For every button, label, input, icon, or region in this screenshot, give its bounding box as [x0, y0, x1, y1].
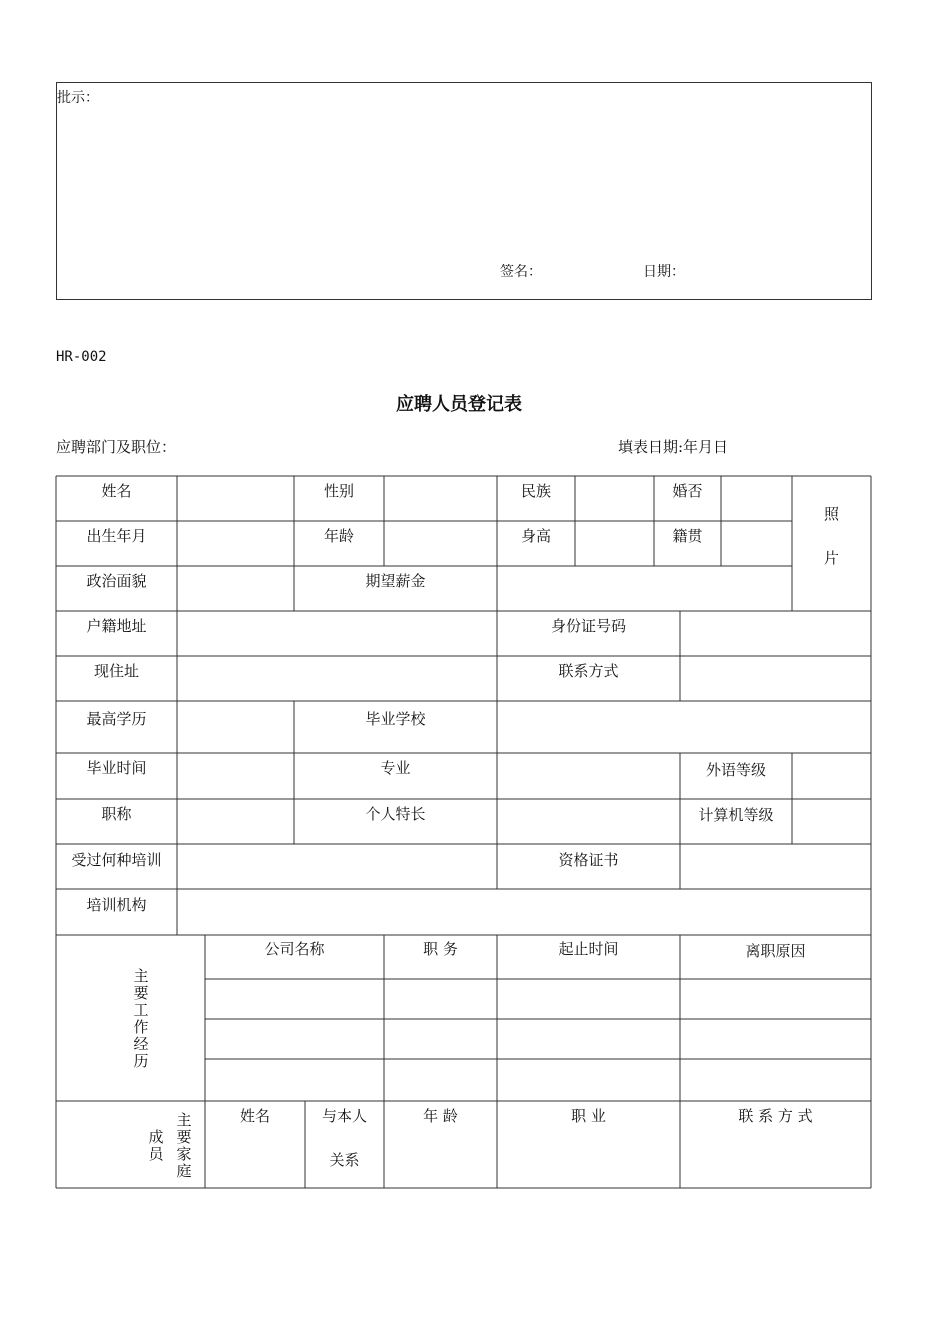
approval-box: [56, 82, 872, 300]
specialty-field[interactable]: [498, 800, 679, 843]
label-grad-time: 毕业时间: [86, 759, 147, 777]
salary-field[interactable]: [498, 567, 791, 610]
label-current-address: 现住址: [93, 662, 139, 680]
label-id-number: 身份证号码: [550, 617, 626, 635]
name-field[interactable]: [178, 477, 293, 520]
family-col-name: 姓名: [239, 1107, 270, 1125]
label-height: 身高: [520, 527, 551, 545]
family-col-contact: 联 系 方 式: [738, 1107, 813, 1125]
photo-label-1: 照: [823, 505, 839, 523]
label-specialty: 个人特长: [365, 805, 426, 823]
label-political: 政治面貌: [86, 572, 147, 590]
age-field[interactable]: [385, 522, 496, 565]
work-col-period: 起止时间: [558, 940, 619, 958]
computer-level-field[interactable]: [793, 800, 870, 843]
approval-label: 批示：: [57, 90, 99, 106]
training-org-field[interactable]: [178, 890, 870, 934]
title-rank-field[interactable]: [178, 800, 293, 843]
major-field[interactable]: [498, 754, 679, 798]
work-history-row-2[interactable]: [206, 1020, 870, 1058]
label-language-level: 外语等级: [705, 761, 766, 779]
family-col-age: 年 龄: [423, 1107, 458, 1125]
label-certificate: 资格证书: [558, 851, 619, 869]
signature-label: 签名：: [500, 264, 542, 280]
label-contact: 联系方式: [558, 662, 619, 680]
label-computer-level: 计算机等级: [698, 806, 774, 824]
family-col-occupation: 职 业: [571, 1107, 606, 1125]
label-major: 专业: [380, 759, 411, 777]
label-training: 受过何种培训: [71, 851, 162, 869]
native-place-field[interactable]: [722, 522, 791, 565]
label-marital: 婚否: [672, 482, 703, 500]
work-col-leave-reason: 离职原因: [745, 942, 806, 960]
certificate-field[interactable]: [681, 845, 870, 888]
family-section-label-1: 主要家庭: [176, 1111, 192, 1180]
household-address-field[interactable]: [178, 612, 496, 655]
label-education: 最高学历: [86, 710, 147, 728]
work-history-section-label: 主要工作经历: [133, 967, 149, 1070]
label-name: 姓名: [101, 482, 132, 500]
label-training-org: 培训机构: [86, 896, 147, 914]
form-code: HR-002: [56, 349, 107, 365]
label-school: 毕业学校: [365, 710, 426, 728]
work-history-row-3[interactable]: [206, 1060, 870, 1100]
ethnicity-field[interactable]: [576, 477, 653, 520]
training-field[interactable]: [178, 845, 496, 888]
label-age: 年龄: [323, 527, 354, 545]
family-col-relation-line2: 关系: [329, 1151, 360, 1169]
work-history-row-1[interactable]: [206, 980, 870, 1018]
label-ethnicity: 民族: [520, 482, 551, 500]
contact-field[interactable]: [681, 657, 870, 700]
fill-date-label: 填表日期:年月日: [618, 438, 729, 456]
label-title-rank: 职称: [101, 805, 132, 823]
page-title: 应聘人员登记表: [396, 394, 522, 415]
school-field[interactable]: [498, 702, 870, 752]
education-field[interactable]: [178, 702, 293, 752]
dept-position-label: 应聘部门及职位：: [56, 438, 177, 456]
family-section-label-2: 成员: [148, 1128, 164, 1163]
work-col-company: 公司名称: [264, 940, 325, 958]
political-field[interactable]: [178, 567, 293, 610]
label-household-address: 户籍地址: [86, 617, 147, 635]
current-address-field[interactable]: [178, 657, 496, 700]
approval-date-label: 日期：: [643, 264, 685, 280]
label-birth: 出生年月: [86, 527, 147, 545]
grad-time-field[interactable]: [178, 754, 293, 798]
birth-field[interactable]: [178, 522, 293, 565]
photo-label-2: 片: [823, 549, 839, 567]
marital-field[interactable]: [722, 477, 791, 520]
height-field[interactable]: [576, 522, 653, 565]
family-col-relation: 与本人: [321, 1107, 367, 1125]
label-salary: 期望薪金: [365, 572, 426, 590]
label-gender: 性别: [323, 482, 354, 500]
work-col-position: 职 务: [423, 940, 458, 958]
id-number-field[interactable]: [681, 612, 870, 655]
label-native-place: 籍贯: [672, 527, 703, 545]
gender-field[interactable]: [385, 477, 496, 520]
language-level-field[interactable]: [793, 754, 870, 798]
